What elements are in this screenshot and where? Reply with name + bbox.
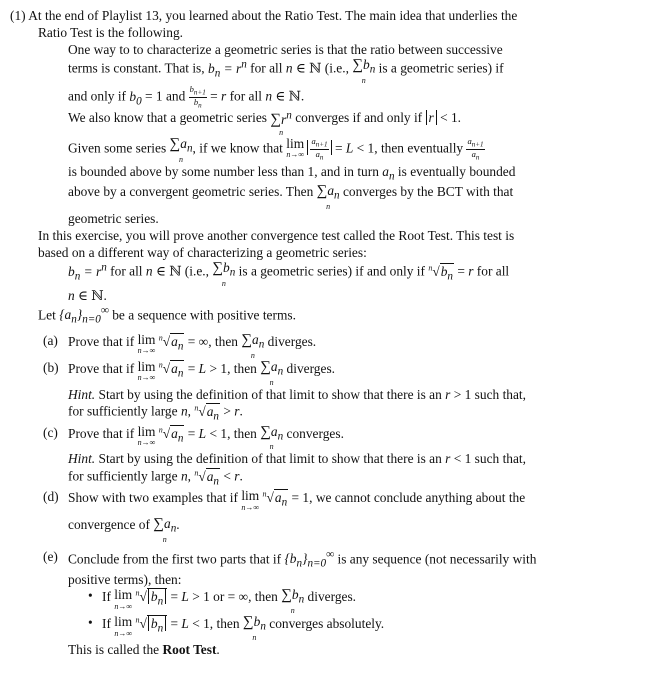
part-b-post: diverges.: [286, 360, 336, 376]
ratio-text-1c: , then eventually: [374, 140, 464, 156]
intro-line-2: [10, 25, 656, 42]
part-e-post: is any sequence (not necessarily with: [337, 550, 537, 566]
closing-text-a: This is called the: [68, 642, 160, 658]
part-b-label: (b): [43, 359, 59, 375]
geo-line-2: terms is constant. That is, $b_n = r^n$ for all n ∈ ℕ (i.e., $\sum b_n$ n is a geometric series) if: [68, 57, 504, 86]
part-b-hint-2: for sufficiently large n, $^n√a_n > r$.: [68, 403, 243, 423]
part-c: (c) Prove that if lim n→∞ $^n√a_n = L < 1$, then $\sum a_n$ n converges.: [43, 423, 344, 452]
let-text-a: Let: [38, 307, 56, 323]
closing-line: [10, 642, 656, 659]
char-text-1b: (i.e.,: [184, 263, 209, 279]
part-d-post: , we cannot conclude anything about the: [309, 490, 526, 506]
geo-line-3: and only if $b_0 = 1$ and $\frac{b_{n+1}}{b_n}$ = r for all n ∈ ℕ.: [68, 84, 305, 110]
ratio-text-4: geometric series.: [68, 211, 159, 227]
part-e: [10, 549, 656, 572]
part-c-hint-1: Hint. Start by using the definition of that limit to show that there is an r < 1 such that,: [68, 451, 526, 467]
let-text-b: be a sequence with positive terms.: [112, 307, 296, 323]
bullet-1-text-b: or: [213, 589, 225, 605]
ratio-text-2b: is eventually bounded: [397, 163, 516, 179]
geo-text-1: One way to to characterize a geometric series is that the ratio between successive: [68, 41, 503, 57]
math-sum-bn-2: $\sum b_n$ n: [212, 260, 236, 289]
intro-line-1: [10, 8, 656, 25]
part-d-label: (d): [43, 489, 59, 505]
ratio-text-3b: converges by the BCT with that: [342, 184, 514, 200]
char-text-1a: for all: [110, 263, 143, 279]
converge-line: We also know that a geometric series $\sum r^n$ n converges if and only if r < 1.: [68, 109, 462, 137]
part-c-label: (c): [43, 424, 58, 440]
math-bn-eq-rn: $b_n = r^n$: [207, 58, 247, 80]
part-b-hint-text-2: for sufficiently large: [68, 403, 178, 419]
char-text-1d: for all: [476, 263, 510, 279]
math-ratio-a: $\frac{a_{n+1}}{a_n}$: [467, 135, 484, 162]
exercise-line-1: [10, 228, 656, 245]
char-line-2: n ∈ ℕ.: [68, 288, 107, 304]
problem-number: (1): [10, 8, 26, 23]
part-c-hint-2: for sufficiently large n, $^n√a_n < r$.: [68, 468, 243, 488]
bullet-1-text-a: If: [102, 589, 111, 605]
ratio-line-2: is bounded above by some number less than 1, and in turn $a_n$ is eventually bounded: [68, 163, 516, 183]
ratio-text-1a: Given some series: [68, 140, 167, 156]
ratio-text-3a: above by a convergent geometric series. Then: [68, 184, 314, 200]
geo-text-3c: for all: [229, 88, 262, 104]
part-a-pre: Prove that if: [68, 334, 135, 350]
part-c-hint-text-2: for sufficiently large: [68, 468, 178, 484]
closing-text-c: .: [216, 642, 220, 658]
exercise-line-2: [10, 245, 656, 262]
bullet-2-text-b: , then: [209, 616, 240, 632]
closing-root-test: Root Test: [162, 642, 217, 658]
part-e-bullet-2: • If lim n→∞ $^n$√ $b_n = L < 1$, then $\sum b_n$ n converges absolutely.: [88, 614, 385, 643]
converge-text-a: We also know that a geometric series: [68, 110, 267, 126]
math-sum-an: $\sum a_n$ n: [169, 135, 193, 164]
char-text-1c: is a geometric series) if and only if: [238, 263, 425, 279]
ratio-line-3: [10, 184, 656, 211]
math-n-in-N: n: [285, 60, 293, 76]
math-lim: lim n→∞: [286, 135, 305, 160]
intro-text-2: Ratio Test is the following.: [38, 24, 183, 40]
part-b-mid: , then: [227, 360, 257, 376]
part-d-pre: Show with two examples that if: [68, 490, 238, 506]
part-b-hint-text-1b: such that,: [474, 386, 526, 402]
exercise-text-2: based on a different way of characterizing a geometric series:: [38, 244, 367, 260]
ratio-text-1b: , if we know that: [192, 140, 283, 156]
geo-text-2e: is a geometric series) if: [378, 60, 504, 76]
geo-text-3b: and: [165, 88, 186, 104]
part-b-hint-1: Hint. Start by using the definition of that limit to show that there is an r > 1 such that,: [68, 386, 526, 402]
bullet-1-text-d: diverges.: [307, 589, 357, 605]
part-c-hint-text-1: Start by using the definition of that limit to show that there is an: [98, 451, 442, 467]
part-a-post: diverges.: [267, 334, 317, 350]
exercise-text-1: In this exercise, you will prove another convergence test called the Root Test. This test is: [38, 227, 515, 243]
part-e-text-2: positive terms), then:: [68, 571, 182, 587]
part-a-mid: , then: [208, 334, 238, 350]
part-a-label: (a): [43, 333, 58, 349]
math-sum-rn: $\sum r^n$ n: [270, 109, 292, 137]
math-b0-eq-1: $b_0$: [129, 88, 142, 108]
bullet-2-text-c: converges absolutely.: [269, 616, 385, 632]
part-d: (d) Show with two examples that if lim n→∞ $^n√a_n = 1$, we cannot conclude anything about the: [43, 488, 526, 512]
part-c-pre: Prove that if: [68, 425, 135, 441]
part-b: (b) Prove that if lim n→∞ $^n√a_n = L > 1$, then $\sum a_n$ n diverges.: [43, 358, 336, 387]
part-d-text-2: convergence of: [68, 516, 150, 532]
bullet-icon: •: [88, 588, 93, 604]
part-e-line-2: [10, 572, 656, 589]
ratio-text-2a: is bounded above by some number less than 1, and in turn: [68, 163, 379, 179]
part-e-label: (e): [43, 548, 58, 564]
math-nroot-bn: $^n√b_n$: [428, 263, 453, 283]
math-sum-bn: $\sum b_n$ n: [352, 57, 376, 86]
part-c-hint-text-1b: such that,: [474, 451, 526, 467]
part-e-pre: Conclude from the first two parts that if: [68, 550, 282, 566]
converge-text-b: converges if and only if: [295, 110, 423, 126]
part-a: (a) Prove that if lim n→∞ $^n√a_n$ = ∞, then $\sum a_n$ n diverges.: [43, 332, 317, 360]
intro-text-1: At the end of Playlist 13, you learned about the Ratio Test. The main idea that underlies the: [28, 8, 518, 23]
geo-text-2c: for all: [250, 60, 283, 76]
math-seq-an: $\{a_n\}_{n=0}^\infty$: [59, 304, 109, 327]
math-abs-r: r: [426, 110, 437, 125]
math-abs-ratio: $\frac{a_{n+1}}{a_n}$: [307, 140, 331, 155]
bullet-2-text-a: If: [102, 616, 111, 632]
part-b-hint-text-1: Start by using the definition of that limit to show that there is an: [98, 386, 442, 402]
bullet-1-text-c: , then: [248, 589, 278, 605]
char-line-1: $b_n = r^n$ for all n ∈ ℕ (i.e., $\sum b_n$ n is a geometric series) if and only if $^n√b_n = r$ for all: [68, 260, 510, 289]
part-b-pre: Prove that if: [68, 360, 135, 376]
let-line: [10, 305, 656, 328]
ratio-line-1: Given some series $\sum a_n$ n , if we know that lim n→∞ $\frac{a_{n+1}}{a_n}$ = L < 1, then eventually $\frac{a_{n+1}}{a_n}$: [68, 135, 484, 164]
part-c-mid: , then: [227, 425, 257, 441]
part-c-hint-label: Hint.: [68, 451, 96, 467]
geo-text-2a: terms is constant. That is,: [68, 60, 205, 76]
geo-text-3a: and only if: [68, 88, 127, 104]
math-sum-an-2: $\sum a_n$ n: [316, 183, 340, 212]
part-b-hint-label: Hint.: [68, 386, 96, 402]
bullet-icon: •: [88, 615, 93, 631]
geo-line-1: [10, 42, 656, 59]
part-c-post: converges.: [286, 425, 344, 441]
geo-text-2d: (i.e.,: [324, 60, 349, 76]
math-ratio-b: $\frac{b_{n+1}}{b_n}$: [189, 84, 206, 110]
part-e-bullet-1: • If lim n→∞ $^n$√ $b_n = L > 1$ or = ∞, then $\sum b_n$ n diverges.: [88, 587, 357, 616]
math-seq-bn: $\{b_n\}_{n=0}^\infty$: [284, 548, 335, 570]
part-d-line-2: convergence of $\sum a_n$ n .: [68, 515, 180, 544]
ratio-line-4: [10, 211, 656, 228]
